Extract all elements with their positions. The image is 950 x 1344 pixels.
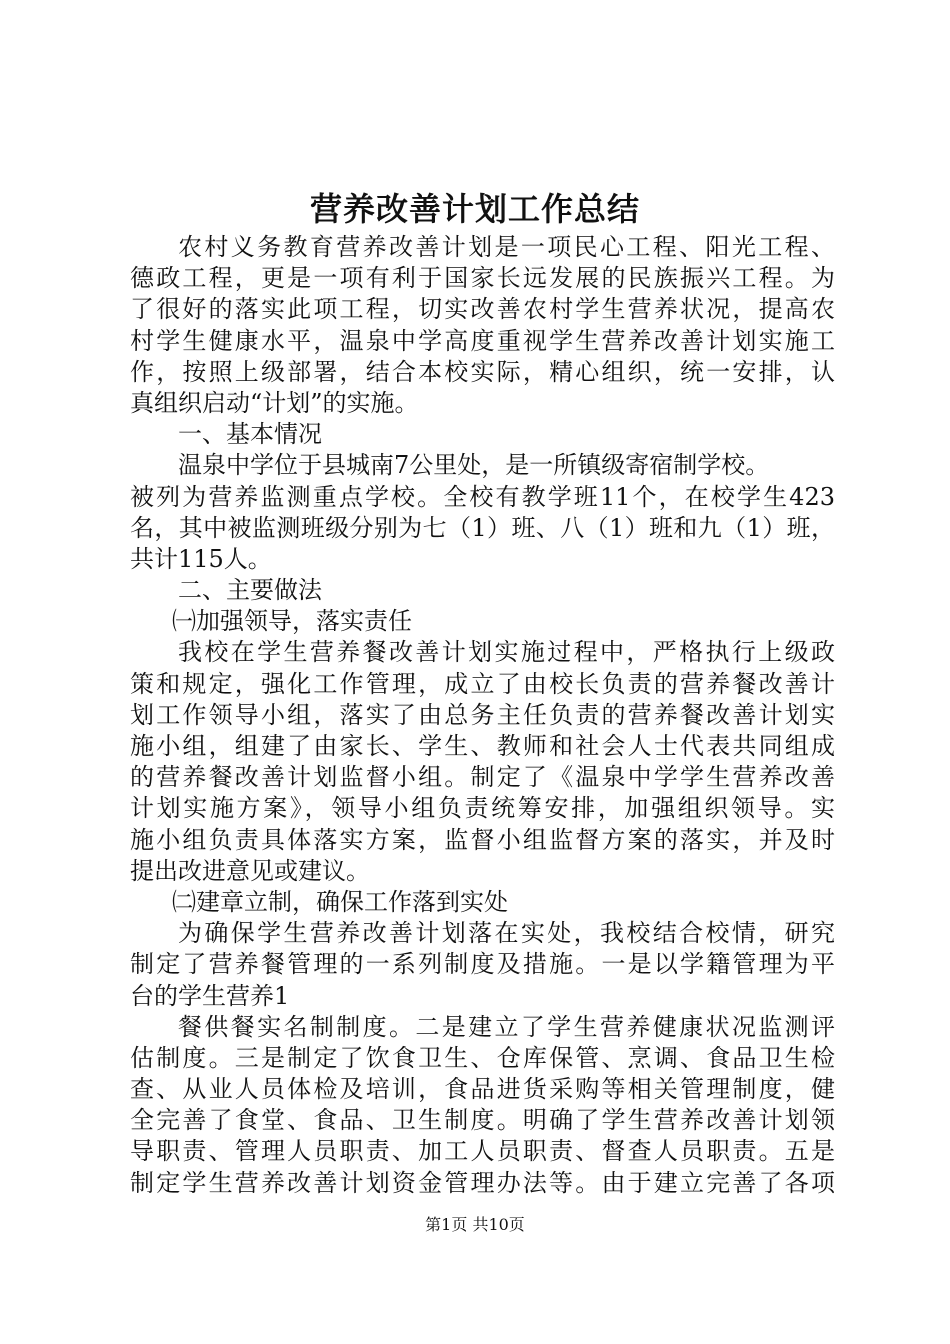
body-line: 提出改进意见或建议。 xyxy=(130,856,370,885)
subsection-heading: ㈠加强领导，落实责任 xyxy=(172,607,412,636)
document-title: 营养改善计划工作总结 xyxy=(309,190,640,228)
body-line: 共计115人。 xyxy=(130,544,272,573)
body-line: 被列为营养监测重点学校。全校有教学班11个，在校学生423 xyxy=(130,482,835,511)
body-line: 查、从业人员体检及培训，食品进货采购等相关管理制度，健 xyxy=(130,1075,835,1104)
body-line: 制定了营养餐管理的一系列制度及措施。一是以学籍管理为平 xyxy=(130,950,835,979)
body-line: 村学生健康水平，温泉中学高度重视学生营养改善计划实施工 xyxy=(130,326,835,355)
body-line: 施小组负责具体落实方案，监督小组监督方案的落实，并及时 xyxy=(130,825,835,854)
body-line: 估制度。三是制定了饮食卫生、仓库保管、烹调、食品卫生检 xyxy=(130,1043,835,1072)
body-line: 了很好的落实此项工程，切实改善农村学生营养状况，提高农 xyxy=(130,295,835,324)
body-line: 全完善了食堂、食品、卫生制度。明确了学生营养改善计划领 xyxy=(130,1106,835,1135)
body-line: 制定学生营养改善计划资金管理办法等。由于建立完善了各项 xyxy=(130,1168,835,1197)
body-line: 为确保学生营养改善计划落在实处，我校结合校情，研究 xyxy=(178,919,835,948)
body-line: 的营养餐改善计划监督小组。制定了《温泉中学学生营养改善 xyxy=(130,763,835,792)
document-body xyxy=(130,232,835,1199)
body-line: 导职责、管理人员职责、加工人员职责、督查人员职责。五是 xyxy=(130,1137,835,1166)
section-heading: 二、主要做法 xyxy=(178,576,322,605)
body-line: 德政工程，更是一项有利于国家长远发展的民族振兴工程。为 xyxy=(130,264,835,293)
body-line: 施小组，组建了由家长、学生、教师和社会人士代表共同组成 xyxy=(130,732,835,760)
body-line: 我校在学生营养餐改善计划实施过程中，严格执行上级政 xyxy=(178,638,835,667)
body-line: 温泉中学位于县城南7公里处，是一所镇级寄宿制学校。 xyxy=(178,451,770,480)
subsection-heading: ㈡建章立制，确保工作落到实处 xyxy=(172,887,508,916)
body-line: 划工作领导小组，落实了由总务主任负责的营养餐改善计划实 xyxy=(130,700,835,729)
body-line: 策和规定，强化工作管理，成立了由校长负责的营养餐改善计 xyxy=(130,669,835,698)
body-line: 台的学生营养1 xyxy=(130,981,290,1010)
section-heading: 一、基本情况 xyxy=(178,420,322,449)
page-footer: 第1页 共10页 xyxy=(425,1215,525,1234)
body-line: 作，按照上级部署，结合本校实际，精心组织，统一安排，认 xyxy=(130,357,835,386)
body-line: 计划实施方案》，领导小组负责统筹安排，加强组织领导。实 xyxy=(130,794,835,823)
body-line: 名，其中被监测班级分别为七（1）班、八（1）班和九（1）班， xyxy=(130,513,835,542)
body-line: 餐供餐实名制制度。二是建立了学生营养健康状况监测评 xyxy=(178,1012,835,1041)
body-line: 农村义务教育营养改善计划是一项民心工程、阳光工程、 xyxy=(178,233,835,261)
body-line: 真组织启动“计划”的实施。 xyxy=(130,388,419,417)
